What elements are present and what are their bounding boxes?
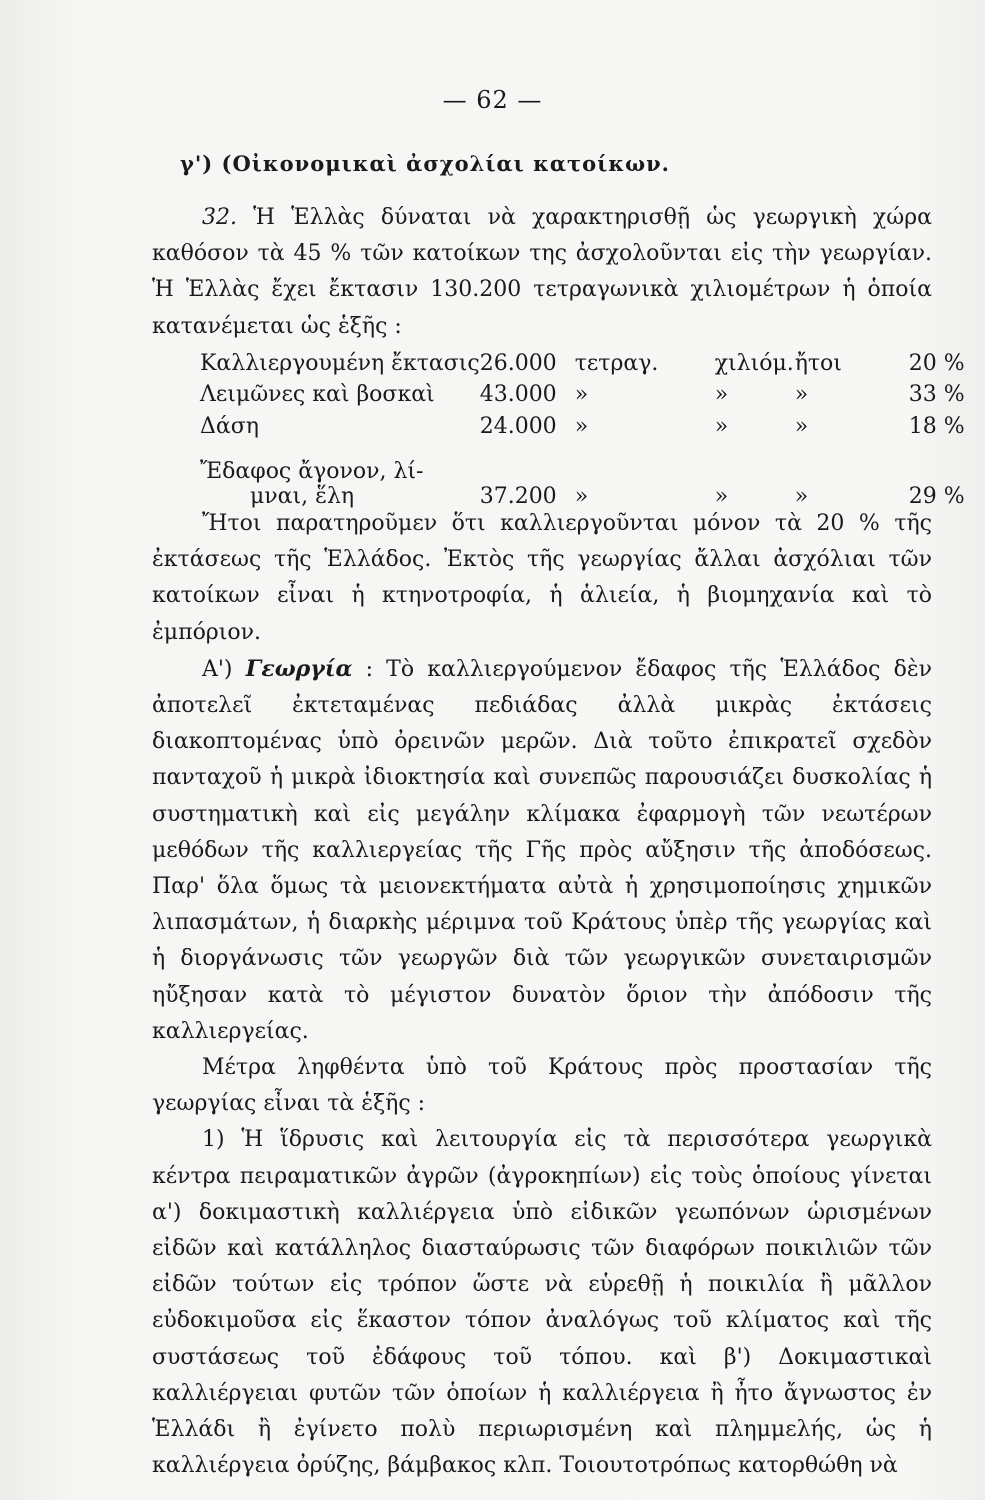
paragraph-number: 32. xyxy=(202,205,237,230)
section-heading: γ') (Οἰκονομικαὶ ἀσχολίαι κατοίκων. xyxy=(180,151,670,176)
land-use-value: 26.000 xyxy=(479,350,557,376)
georgia-text: : Τὸ καλλιεργούμενον ἔδαφος τῆς Ἑλλάδος δὲν ἀποτελεῖ ἐκτεταμένας πεδιάδας ἀλλὰ μικρὰς ἐκτάσεις διακοπτομένας ὑπὸ ὀρεινῶν μερῶν. Διὰ τοῦτο ἐπικρατεῖ σχεδὸν πανταχοῦ ἡ μικρὰ ἰδιοκτησία καὶ συνεπῶς παρουσιάζει δυσκολίας ἡ συστηματικὴ καὶ εἰς μεγάλην κλίμακα ἐφαρμογὴ τῶν νεωτέρων μεθόδων τῆς καλλιεργείας τῆς Γῆς πρὸς αὔξησιν τῆς ἀποδόσεως. Παρ' ὅλα ὅμως τὰ μειονεκτήματα αὐτὰ ἡ χρησιμοποίησις χημικῶν λιπασμάτων, ἡ διαρκὴς μέριμνα τοῦ Κράτους ὑπὲρ τῆς γεωργίας καὶ ἡ διοργάνωσις τῶν γεωργῶν διὰ τῶν γεωργικῶν συνεταιρισμῶν ηὔξησαν κατὰ τὸ μέγιστον δυνατὸν ὅριον τὴν ἀπόδοσιν τῆς καλλιεργείας. xyxy=(152,656,932,1044)
land-use-label: Λειμῶνες καὶ βοσκαὶ xyxy=(200,382,435,407)
main-text-block xyxy=(152,506,932,1484)
land-use-label xyxy=(200,439,480,509)
land-use-row xyxy=(200,376,965,408)
land-use-unit: » xyxy=(714,483,729,509)
land-use-unit: » xyxy=(574,413,589,439)
land-use-unit: » xyxy=(714,413,729,439)
land-use-unit: » xyxy=(794,413,809,439)
land-use-row xyxy=(200,407,965,439)
land-use-unit: » xyxy=(794,382,809,407)
paragraph-georgia xyxy=(152,651,932,1050)
land-use-percent: 29 % xyxy=(908,483,965,509)
land-use-value: 24.000 xyxy=(479,413,557,439)
paragraph-32 xyxy=(152,200,932,345)
land-use-label: Καλλιεργουμένη ἔκτασις xyxy=(200,350,480,376)
land-use-percent: 20 % xyxy=(908,350,965,376)
paragraph-measure-1: 1) Ἡ ἵδρυσις καὶ λειτουργία εἰς τὰ περισσότερα γεωργικὰ κέντρα πειραματικῶν ἀγρῶν (ἀγροκηπίων) εἰς τοὺς ὁποίους γίνεται α') δοκιμαστικὴ καλλιέργεια ὑπὸ εἰδικῶν γεωπόνων ὡρισμένων εἰδῶν καὶ κατάλληλος διασταύρωσις τῶν διαφόρων ποικιλιῶν τῶν εἰδῶν τούτων εἰς τρόπον ὥστε νὰ εὑρεθῇ ἡ ποικιλία ἢ μᾶλλον εὐδοκιμοῦσα εἰς ἕκαστον τόπον ἀναλόγως τοῦ κλίματος καὶ τῆς συστάσεως τοῦ ἐδάφους τοῦ τόπου. καὶ β') Δοκιμαστικαὶ καλλιέργειαι φυτῶν τῶν ὁποίων ἡ καλλιέργεια ἢ ἦτο ἄγνωστος ἐν Ἑλλάδι ἢ ἐγίνετο πολὺ περιωρισμένη καὶ πλημμελής, ὡς ἡ καλλιέργεια ὀρύζης, βάμβακος κλπ. Τοιουτοτρόπως κατορθώθη νὰ xyxy=(152,1127,932,1479)
land-use-unit: » xyxy=(574,483,589,509)
land-use-label-line1: Ἔδαφος ἄγονον, λί- xyxy=(200,458,424,484)
land-use-label: Δάση xyxy=(200,413,259,439)
paragraph-32-block xyxy=(152,200,932,345)
paragraph-measures-intro: Μέτρα ληφθέντα ὑπὸ τοῦ Κράτους πρὸς προστασίαν τῆς γεωργίας εἶναι τὰ ἑξῆς : xyxy=(152,1055,932,1117)
land-use-unit: » xyxy=(714,382,729,407)
land-use-unit: ἤτοι xyxy=(794,350,842,376)
paragraph: Ἤτοι παρατηροῦμεν ὅτι καλλιεργοῦνται μόνον τὰ 20 % τῆς ἐκτάσεως τῆς Ἑλλάδος. Ἐκτὸς τῆς γεωργίας ἄλλαι ἀσχόλιαι τῶν κατοίκων εἶναι ἡ κτηνοτροφία, ἡ ἁλιεία, ἡ βιομηχανία καὶ τὸ ἐμπόριον. xyxy=(152,511,932,645)
land-use-unit: » xyxy=(574,382,589,407)
georgia-term: Γεωργία xyxy=(245,655,353,682)
land-use-unit: » xyxy=(794,483,809,509)
georgia-prefix: Α') xyxy=(202,656,246,682)
land-use-row xyxy=(200,344,965,376)
land-use-value: 43.000 xyxy=(479,382,557,407)
land-use-unit: χιλιόμ. xyxy=(714,350,794,376)
land-use-unit: τετραγ. xyxy=(574,350,659,376)
land-use-percent: 18 % xyxy=(908,413,965,439)
land-use-label-line2: μναι, ἕλη xyxy=(250,483,355,509)
land-use-percent: 33 % xyxy=(908,382,965,407)
land-use-row xyxy=(200,439,965,509)
paragraph-32-text: Ἡ Ἑλλὰς δύναται νὰ χαρακτηρισθῇ ὡς γεωργικὴ χώρα καθόσον τὰ 45 % τῶν κατοίκων της ἀσχολοῦνται εἰς τὴν γεωργίαν. Ἡ Ἑλλὰς ἔχει ἔκτασιν 130.200 τετραγωνικὰ χιλιομέτρων ἡ ὁποία κατανέμεται ὡς ἑξῆς : xyxy=(152,205,932,339)
page-number: — 62 — xyxy=(442,86,543,114)
land-use-value: 37.200 xyxy=(479,483,557,509)
land-use-table xyxy=(200,344,965,509)
